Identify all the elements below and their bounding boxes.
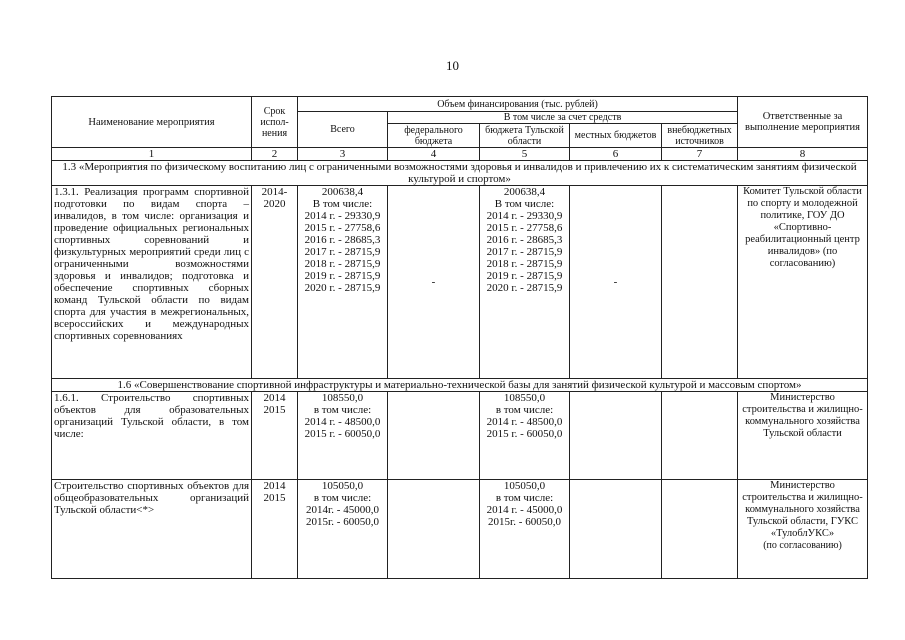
responsible-cell: Комитет Тульской области по спорту и молодежной политике, ГОУ ДО «Спортивно-реабилитационный центр инвалидов» (по согласованию) — [738, 186, 868, 379]
total-cell: 200638,4 В том числе: 2014 г. - 29330,9 2015 г. - 27758,6 2016 г. - 28685,3 2017 г. - 28715,9 2018 г. - 28715,9 2019 г. - 28715,9 2020 г. - 28715,9 — [298, 186, 388, 379]
total-cell: 105050,0 в том числе: 2014г. - 45000,0 2015г. - 60050,0 — [298, 480, 388, 579]
header-volume: Объем финансирования (тыс. рублей) — [298, 97, 738, 112]
regional-cell: 108550,0 в том числе: 2014 г. - 48500,0 2015 г. - 60050,0 — [480, 392, 570, 480]
regional-cell: 105050,0 в том числе: 2014 г. - 45000,0 2015г. - 60050,0 — [480, 480, 570, 579]
header-term: Срок испол-нения — [252, 97, 298, 148]
measure-name: Строительство спортивных объектов для общеобразовательных организаций Тульской области<*> — [52, 480, 252, 579]
total-cell: 108550,0 в том числе: 2014 г. - 48500,0 2015 г. - 60050,0 — [298, 392, 388, 480]
header-responsible: Ответственные за выполнение мероприятия — [738, 97, 868, 148]
header-federal: федерального бюджета — [388, 124, 480, 148]
header-local: местных бюджетов — [570, 124, 662, 148]
header-total: Всего — [298, 112, 388, 148]
extra-cell — [662, 392, 738, 480]
header-including: В том числе за счет средств — [388, 112, 738, 124]
section-row — [52, 379, 868, 392]
section-title: 1.6 «Совершенствование спортивной инфраструктуры и материально-технической базы для занятий физической культурой и массовым спортом» — [52, 379, 868, 392]
column-number: 1 — [52, 148, 252, 161]
column-number: 7 — [662, 148, 738, 161]
page-number: 10 — [446, 58, 459, 73]
regional-cell: 200638,4 В том числе: 2014 г. - 29330,9 2015 г. - 27758,6 2016 г. - 28685,3 2017 г. - 28715,9 2018 г. - 28715,9 2019 г. - 28715,9 2020 г. - 28715,9 — [480, 186, 570, 379]
federal-cell — [388, 480, 480, 579]
local-cell: - — [570, 186, 662, 379]
responsible-cell — [738, 480, 868, 579]
column-number: 3 — [298, 148, 388, 161]
header-row-1 — [52, 97, 868, 112]
column-number: 5 — [480, 148, 570, 161]
measure-name: 1.3.1. Реализация программ спортивной подготовки по видам спорта – инвалидов, в том числе: организация и проведение официальных региональных спортивных соревнований и физкультурных мероприятий среди лиц с ограниченными возможностями здоровья и инвалидов; подготовка и обеспечение спортивных сборных команд Тульской области по видам спорта для участия в межрегиональных, всероссийских и международных спортивных соревнованиях — [52, 186, 252, 379]
column-number: 6 — [570, 148, 662, 161]
local-cell — [570, 480, 662, 579]
responsible-note: (по согласованию) — [763, 540, 842, 551]
header-name: Наименование мероприятия — [52, 97, 252, 148]
federal-cell: - — [388, 186, 480, 379]
extra-cell — [662, 480, 738, 579]
responsible-text: Министерство строительства и жилищно-коммунального хозяйства Тульской области, ГУКС «ТулоблУКС» — [742, 480, 863, 539]
section-row — [52, 161, 868, 186]
table-row — [52, 392, 868, 480]
extra-cell — [662, 186, 738, 379]
section-title: 1.3 «Мероприятия по физическому воспитанию лиц с ограниченными возможностями здоровья и инвалидов и привлечению их к систематическим занятиям физической культурой и спортом» — [52, 161, 868, 186]
header-regional: бюджета Тульской области — [480, 124, 570, 148]
federal-cell — [388, 392, 480, 480]
financing-table — [51, 96, 868, 579]
term-cell: 2014 2015 — [252, 480, 298, 579]
column-number: 4 — [388, 148, 480, 161]
column-number-row — [52, 148, 868, 161]
term-cell: 2014 2015 — [252, 392, 298, 480]
local-cell — [570, 392, 662, 480]
table-row — [52, 186, 868, 379]
responsible-cell: Министерство строительства и жилищно-коммунального хозяйства Тульской области — [738, 392, 868, 480]
column-number: 8 — [738, 148, 868, 161]
table-row — [52, 480, 868, 579]
column-number: 2 — [252, 148, 298, 161]
header-extra: внебюджетных источников — [662, 124, 738, 148]
term-cell: 2014-2020 — [252, 186, 298, 379]
measure-name: 1.6.1. Строительство спортивных объектов для образовательных организаций Тульской области, в том числе: — [52, 392, 252, 480]
